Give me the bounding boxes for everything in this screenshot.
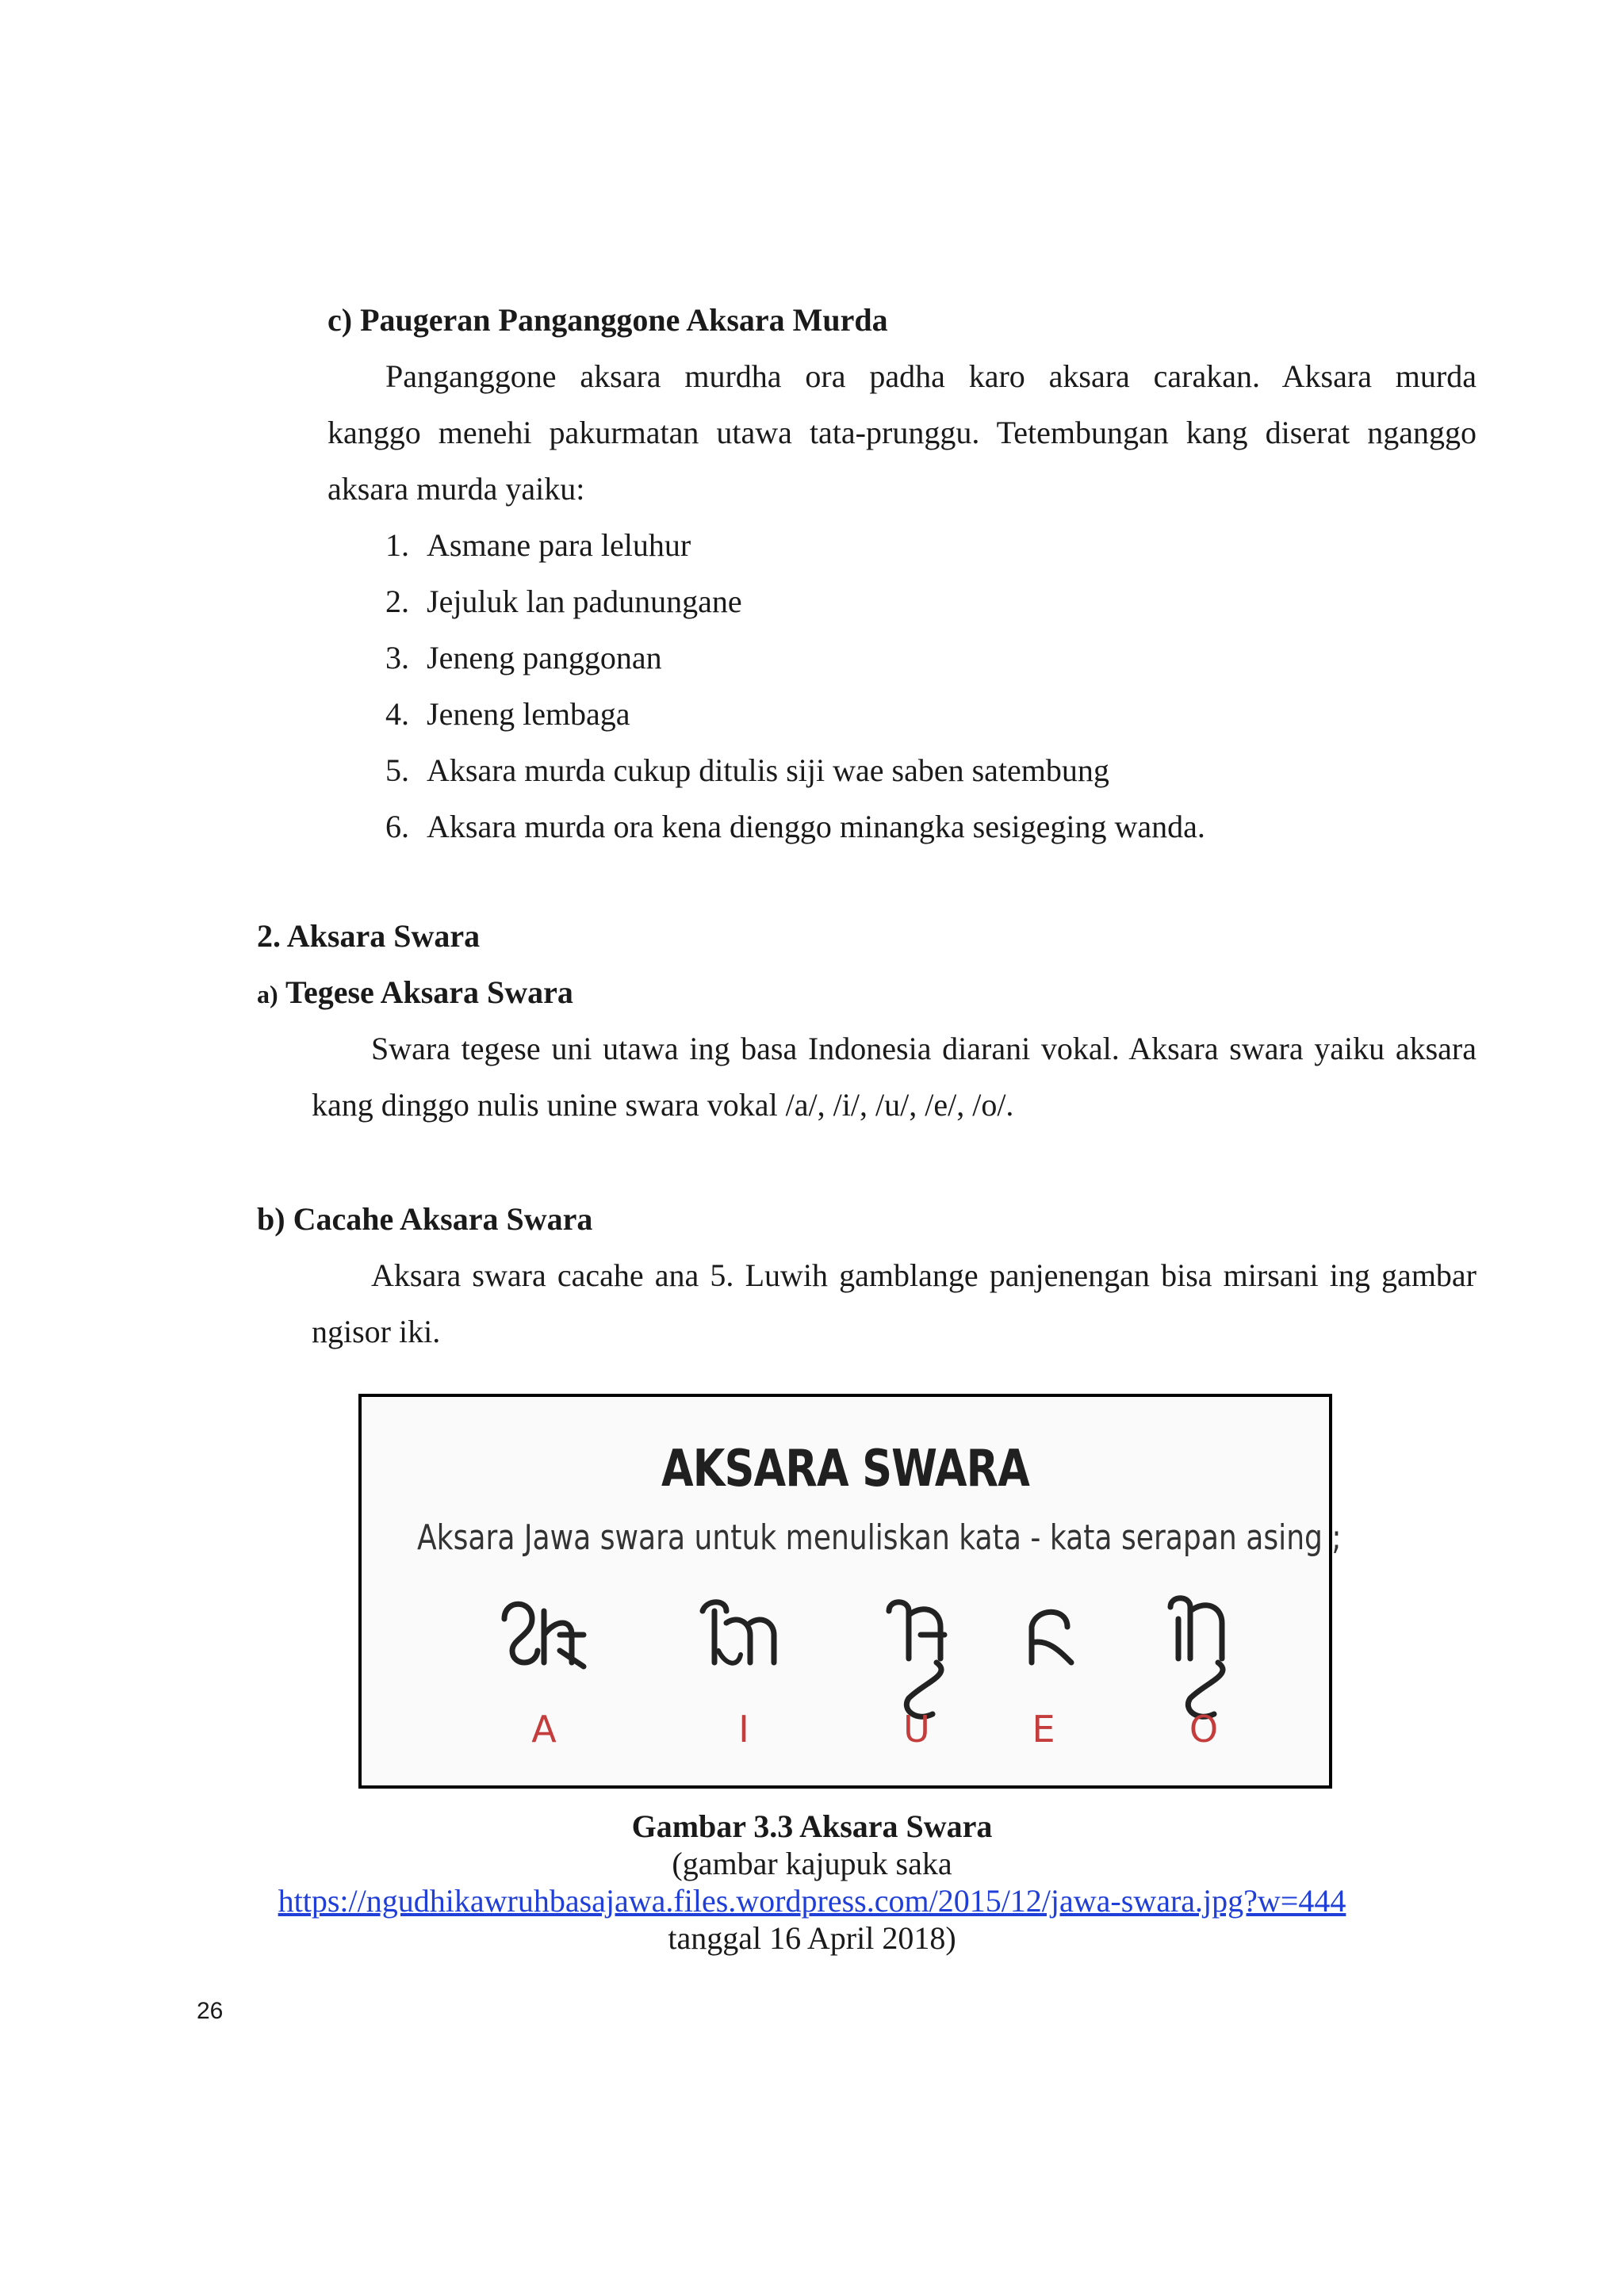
section-2-heading: 2. Aksara Swara [257, 918, 481, 954]
letter-a-label: A [531, 1708, 557, 1751]
list-item-number: 4. [385, 696, 409, 732]
list-item-number: 6. [385, 809, 409, 844]
figure-caption-title: Gambar 3.3 Aksara Swara [631, 1808, 993, 1844]
section-c-para-line-2: kanggo menehi pakurmatan utawa tata-prunggu. Tetembungan kang diserat nganggo [327, 415, 1477, 450]
list-item [385, 527, 691, 563]
page-number: 26 [197, 1998, 224, 2024]
aksara-swara-figure [358, 1394, 1342, 1789]
figure-caption-source: (gambar kajupuk saka [672, 1846, 952, 1881]
sub-a-label: a) [257, 980, 278, 1008]
figure-caption-date: tanggal 16 April 2018) [668, 1920, 956, 1956]
sub-b-line-2: ngisor iki. [312, 1314, 441, 1349]
sub-a-title: Tegese Aksara Swara [285, 974, 573, 1010]
list-item-text: Aksara murda cukup ditulis siji wae saben satembung [427, 752, 1109, 788]
list-item [385, 642, 662, 674]
sub-b-line-1: Aksara swara cacahe ana 5. Luwih gamblange panjenengan bisa mirsani ing gambar [371, 1257, 1477, 1293]
list-item [385, 586, 742, 618]
list-item-number: 2. [385, 584, 409, 619]
list-item-number: 3. [385, 640, 409, 675]
list-item-text: Aksara murda ora kena dienggo minangka sesigeging wanda. [427, 809, 1205, 844]
list-item-text: Asmane para leluhur [427, 527, 691, 563]
list-item-number: 1. [385, 527, 409, 563]
section-c-para-line-3: aksara murda yaiku: [327, 471, 585, 507]
list-item [385, 811, 1205, 843]
list-item-number: 5. [385, 752, 409, 788]
list-item [385, 752, 1109, 788]
section-c-heading: c) Paugeran Panganggone Aksara Murda [327, 302, 888, 338]
section-c-para-line-1: Panganggone aksara murdha ora padha karo aksara carakan. Aksara murda [385, 358, 1477, 394]
letter-o-label: O [1189, 1708, 1219, 1751]
list-item-text: Jeneng lembaga [427, 696, 630, 732]
sub-a-line-2: kang dinggo nulis unine swara vokal /a/, /i/, /u/, /e/, /o/. [312, 1087, 1014, 1123]
figure-caption-link[interactable]: https://ngudhikawruhbasajawa.files.wordpress.com/2015/12/jawa-swara.jpg?w=444 [278, 1883, 1346, 1919]
letter-u-label: U [903, 1708, 930, 1751]
sub-a-heading [257, 974, 573, 1010]
letter-e-label: E [1032, 1708, 1055, 1751]
sub-b-heading: b) Cacahe Aksara Swara [257, 1201, 593, 1237]
sub-a-line-1: Swara tegese uni utawa ing basa Indonesia diarani vokal. Aksara swara yaiku aksara [371, 1031, 1477, 1066]
figure-title: AKSARA SWARA [661, 1440, 1030, 1498]
list-item-text: Jejuluk lan padunungane [427, 584, 742, 619]
list-item-text: Jeneng panggonan [427, 640, 662, 675]
figure-subtitle: Aksara Jawa swara untuk menuliskan kata - kata serapan asing ; [417, 1517, 1342, 1558]
list-item [385, 698, 630, 730]
letter-i-label: I [738, 1708, 749, 1751]
